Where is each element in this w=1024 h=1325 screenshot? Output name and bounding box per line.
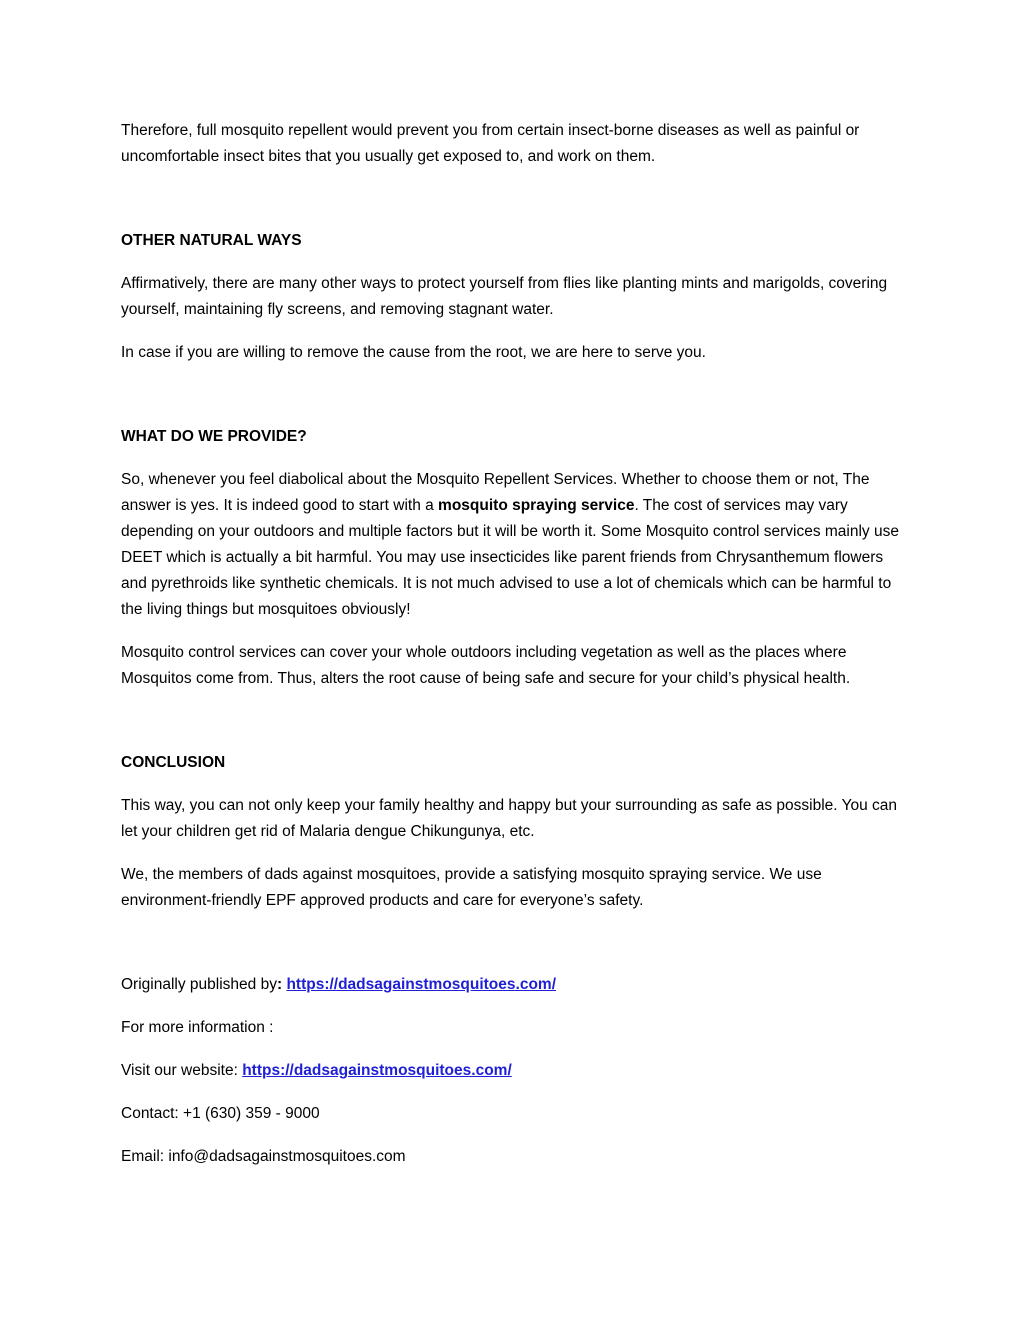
visit-label: Visit our website: (121, 1062, 243, 1079)
mosquito-spraying-service-emphasis: mosquito spraying service (438, 497, 635, 514)
published-label: Originally published by (121, 976, 277, 993)
provide-paragraph-2: Mosquito control services can cover your whole outdoors including vegetation as well as the places where Mosquitos come from. Thus, alters the root cause of being safe and secure for your child’s physical health. (121, 644, 851, 687)
contact-line: Contact: +1 (630) 359 - 9000 (121, 1105, 320, 1122)
visit-website-line (121, 1058, 911, 1084)
website-link[interactable]: https://dadsagainstmosquitoes.com/ (242, 1062, 512, 1079)
intro-paragraph: Therefore, full mosquito repellent would prevent you from certain insect-borne diseases as well as painful or uncomfortable insect bites that you usually get exposed to, and work on them. (121, 122, 860, 165)
heading-conclusion: CONCLUSION (121, 754, 226, 771)
document-page (121, 118, 911, 1187)
published-colon: : (276, 976, 283, 993)
more-information-line: For more information : (121, 1019, 274, 1036)
provide-text-start: So, whenever you feel diabolical about the Mosquito Repellent Services. Whether to choose them or not, The answer is yes. It is indeed good to start with a (121, 471, 870, 514)
heading-what-do-we-provide: WHAT DO WE PROVIDE? (121, 428, 307, 445)
published-link[interactable]: https://dadsagainstmosquitoes.com/ (286, 976, 556, 993)
originally-published-line (121, 972, 911, 998)
provide-paragraph-1 (121, 467, 911, 623)
heading-other-natural-ways: OTHER NATURAL WAYS (121, 232, 302, 249)
conclusion-paragraph-1: This way, you can not only keep your family healthy and happy but your surrounding as safe as possible. You can let your children get rid of Malaria dengue Chikungunya, etc. (121, 797, 898, 840)
email-line: Email: info@dadsagainstmosquitoes.com (121, 1148, 406, 1165)
provide-text-end: . The cost of services may vary depending on your outdoors and multiple factors but it will be worth it. Some Mosquito control services mainly use DEET which is actually a bit harmful. You may use insecticides like parent friends from Chrysanthemum flowers and pyrethroids like synthetic chemicals. It is not much advised to use a lot of chemicals which can be harmful to the living things but mosquitoes obviously! (121, 497, 899, 618)
conclusion-paragraph-2: We, the members of dads against mosquitoes, provide a satisfying mosquito spraying service. We use environment-friendly EPF approved products and care for everyone’s safety. (121, 866, 822, 909)
other-ways-paragraph-1: Affirmatively, there are many other ways to protect yourself from flies like planting mints and marigolds, covering yourself, maintaining fly screens, and removing stagnant water. (121, 275, 888, 318)
other-ways-paragraph-2: In case if you are willing to remove the cause from the root, we are here to serve you. (121, 344, 706, 361)
